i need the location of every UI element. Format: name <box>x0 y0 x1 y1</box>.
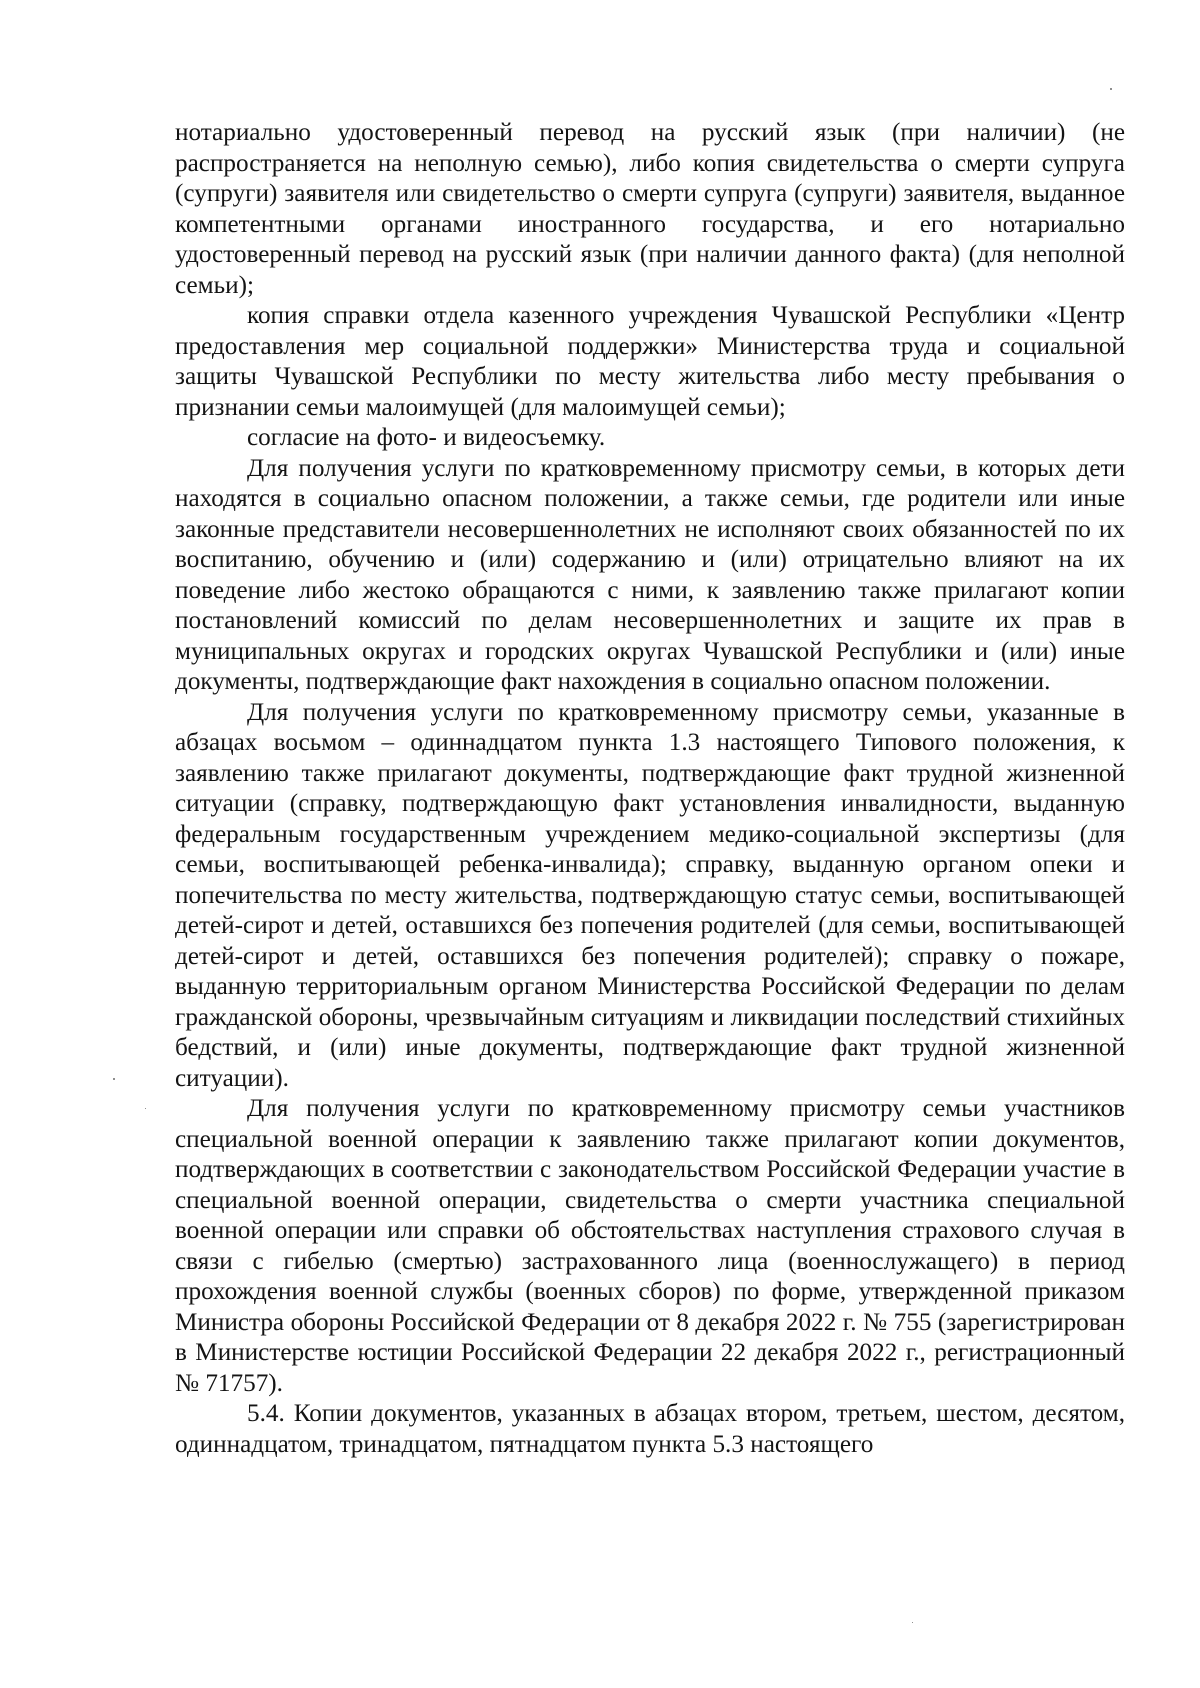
paragraph-military-operation: Для получения услуги по кратковременному присмотру семьи участников специальной военной операции к заявлению также прилагают копии документов, подтверждающих в соответствии с законодательством Российской Федерации участие в специальной военной операции, свидетельства о смерти участника специальной военной операции или справки об обстоятельствах наступления страхового случая в связи с гибелью (смертью) застрахованного лица (военнослужащего) в период прохождения военной службы (военных сборов) по форме, утвержденной приказом Министра обороны Российской Федерации от 8 декабря 2022 г. № 755 (зарегистрирован в Министерстве юстиции Российской Федерации 22 декабря 2022 г., регистрационный № 71757). <box>175 1095 1125 1397</box>
paragraph-low-income-certificate: копия справки отдела казенного учреждения Чувашской Республики «Центр предоставления мер социальной поддержки» Министерства труда и социальной защиты Чувашской Республики по месту жительства либо месту пребывания о признании семьи малоимущей (для малоимущей семьи); <box>175 302 1125 421</box>
scan-speck <box>113 1078 115 1080</box>
paragraph-difficult-life-situation: Для получения услуги по кратковременному присмотру семьи, указанные в абзацах восьмом – одиннадцатом пункта 1.3 настоящего Типового положения, к заявлению также прилагают документы, подтверждающие факт трудной жизненной ситуации (справку, подтверждающую факт установления инвалидности, выданную федеральным государственным учреждением медико-социальной экспертизы (для семьи, воспитывающей ребенка-инвалида); справку, выданную органом опеки и попечительства по месту жительства, подтверждающую статус семьи, воспитывающей детей-сирот и детей, оставшихся без попечения родителей (для семьи, воспитывающей детей-сирот и детей, оставшихся без попечения родителей); справку о пожаре, выданную территориальным органом Министерства Российской Федерации по делам гражданской обороны, чрезвычайным ситуациям и ликвидации последствий стихийных бедствий, и (или) иные документы, подтверждающие факт трудной жизненной ситуации). <box>175 698 1125 1092</box>
document-body <box>175 118 1125 1460</box>
paragraph-photo-consent: согласие на фото- и видеосъемку. <box>247 424 606 451</box>
scan-speck <box>145 1108 146 1109</box>
paragraph-dangerous-situation: Для получения услуги по кратковременному присмотру семьи, в которых дети находятся в социально опасном положении, а также семьи, где родители или иные законные представители несовершеннолетних не исполняют своих обязанностей по их воспитанию, обучению и (или) содержанию и (или) отрицательно влияют на их поведение либо жестоко обращаются с ними, к заявлению также прилагают копии постановлений комиссий по делам несовершеннолетних и защите их прав в муниципальных округах и городских округах Чувашской Республики и (или) иные документы, подтверждающие факт нахождения в социально опасном положении. <box>175 454 1125 695</box>
scan-speck <box>1110 88 1112 90</box>
paragraph-section-5-4: 5.4. Копии документов, указанных в абзацах втором, третьем, шестом, десятом, одиннадцатом, тринадцатом, пятнадцатом пункта 5.3 настоящего <box>175 1400 1125 1458</box>
scan-speck <box>912 1622 913 1623</box>
paragraph-continuation: нотариально удостоверенный перевод на русский язык (при наличии) (не распространяется на неполную семью), либо копия свидетельства о смерти супруга (супруги) заявителя или свидетельство о смерти супруга (супруги) заявителя, выданное компетентными органами иностранного государства, и его нотариально удостоверенный перевод на русский язык (при наличии данного факта) (для неполной семьи); <box>175 119 1125 299</box>
